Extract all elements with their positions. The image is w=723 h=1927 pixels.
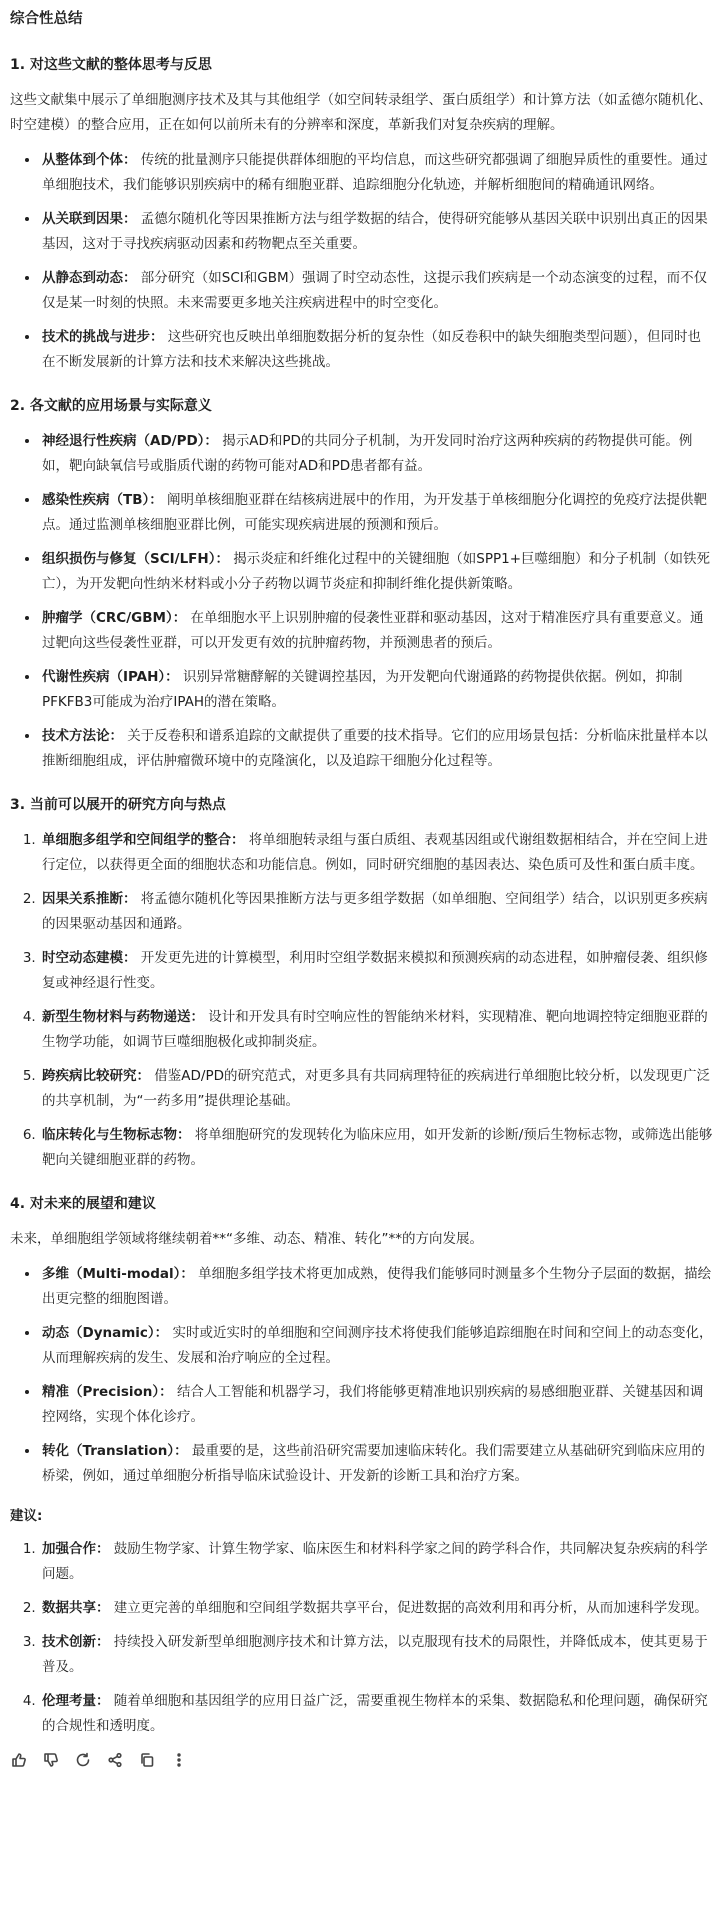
suggestions-list — [10, 1537, 713, 1739]
item-lead: 从整体到个体： — [42, 152, 137, 168]
item-lead: 伦理考量： — [42, 1693, 110, 1709]
list-item — [40, 1537, 713, 1587]
item-lead: 肿瘤学（CRC/GBM）： — [42, 610, 187, 626]
item-lead: 从关联到因果： — [42, 211, 137, 227]
item-lead: 加强合作： — [42, 1541, 110, 1557]
item-lead: 从静态到动态： — [42, 270, 137, 286]
item-text: 传统的批量测序只能提供群体细胞的平均信息，而这些研究都强调了细胞异质性的重要性。通过单细胞技术，我们能够识别疾病中的稀有细胞亚群、追踪细胞分化轨迹，并解析细胞间的精确通讯网络。 — [42, 152, 708, 193]
section-2-heading: 2. 各文献的应用场景与实际意义 — [10, 398, 212, 414]
item-lead: 技术的挑战与进步： — [42, 329, 164, 345]
item-lead: 神经退行性疾病（AD/PD）： — [42, 433, 218, 449]
section-1-heading: 1. 对这些文献的整体思考与反思 — [10, 57, 212, 73]
section-4-intro: 未来，单细胞组学领域将继续朝着**“多维、动态、精准、转化”**的方向发展。 — [10, 1231, 483, 1247]
item-text: 揭示AD和PD的共同分子机制，为开发同时治疗这两种疾病的药物提供可能。例如，靶向缺氧信号或脂质代谢的药物可能对AD和PD患者都有益。 — [42, 433, 693, 474]
item-lead: 精准（Precision）： — [42, 1384, 173, 1400]
section-1-list — [10, 148, 713, 375]
thumbs-down-icon[interactable] — [42, 1751, 60, 1769]
list-item — [40, 1123, 713, 1173]
section-1-intro: 这些文献集中展示了单细胞测序技术及其与其他组学（如空间转录组学、蛋白质组学）和计算方法（如孟德尔随机化、时空建模）的整合应用，正在如何以前所未有的分辨率和深度，革新我们对复杂疾病的理解。 — [10, 92, 712, 133]
item-text: 设计和开发具有时空响应性的智能纳米材料，实现精准、靶向地调控特定细胞亚群的生物学功能，如调节巨噬细胞极化或抑制炎症。 — [42, 1009, 708, 1050]
list-item — [40, 606, 713, 656]
list-item — [40, 1262, 713, 1312]
item-text: 持续投入研发新型单细胞测序技术和计算方法，以克服现有技术的局限性，并降低成本，使其更易于普及。 — [42, 1634, 708, 1675]
item-lead: 数据共享： — [42, 1600, 110, 1616]
item-lead: 动态（Dynamic）： — [42, 1325, 169, 1341]
item-text: 开发更先进的计算模型，利用时空组学数据来模拟和预测疾病的动态进程，如肿瘤侵袭、组织修复或神经退行性变。 — [42, 950, 708, 991]
section-3-heading: 3. 当前可以展开的研究方向与热点 — [10, 797, 226, 813]
suggestions-label: 建议: — [10, 1508, 43, 1524]
list-item — [40, 148, 713, 198]
item-text: 识别异常糖酵解的关键调控基因，为开发靶向代谢通路的药物提供依据。例如，抑制PFKFB3可能成为治疗IPAH的潜在策略。 — [42, 669, 683, 710]
list-item — [40, 724, 713, 774]
list-item — [40, 665, 713, 715]
item-text: 将单细胞转录组与蛋白质组、表观基因组或代谢组数据相结合，并在空间上进行定位，以获得更全面的细胞状态和功能信息。例如，同时研究细胞的基因表达、染色质可及性和蛋白质丰度。 — [42, 832, 708, 873]
list-item — [40, 887, 713, 937]
list-item — [40, 325, 713, 375]
list-item — [40, 1439, 713, 1489]
list-item — [40, 1596, 713, 1621]
item-text: 关于反卷积和谱系追踪的文献提供了重要的技术指导。它们的应用场景包括：分析临床批量样本以推断细胞组成，评估肿瘤微环境中的克隆演化，以及追踪干细胞分化过程等。 — [42, 728, 708, 769]
item-lead: 时空动态建模： — [42, 950, 137, 966]
more-icon[interactable] — [170, 1751, 188, 1769]
page-title: 综合性总结 — [10, 11, 83, 27]
list-item — [40, 1689, 713, 1739]
list-item — [40, 429, 713, 479]
item-lead: 组织损伤与修复（SCI/LFH）： — [42, 551, 229, 567]
section-3-list — [10, 828, 713, 1173]
response-toolbar — [10, 1749, 713, 1771]
share-icon[interactable] — [106, 1751, 124, 1769]
list-item — [40, 1005, 713, 1055]
list-item — [40, 1064, 713, 1114]
item-lead: 技术方法论： — [42, 728, 123, 744]
thumbs-up-icon[interactable] — [10, 1751, 28, 1769]
item-text: 最重要的是，这些前沿研究需要加速临床转化。我们需要建立从基础研究到临床应用的桥梁，例如，通过单细胞分析指导临床试验设计、开发新的诊断工具和治疗方案。 — [42, 1443, 705, 1484]
item-text: 随着单细胞和基因组学的应用日益广泛，需要重视生物样本的采集、数据隐私和伦理问题，确保研究的合规性和透明度。 — [42, 1693, 708, 1734]
item-text: 孟德尔随机化等因果推断方法与组学数据的结合，使得研究能够从基因关联中识别出真正的因果基因，这对于寻找疾病驱动因素和药物靶点至关重要。 — [42, 211, 708, 252]
item-text: 这些研究也反映出单细胞数据分析的复杂性（如反卷积中的缺失细胞类型问题），但同时也在不断发展新的计算方法和技术来解决这些挑战。 — [42, 329, 702, 370]
item-lead: 单细胞多组学和空间组学的整合： — [42, 832, 245, 848]
section-4-heading: 4. 对未来的展望和建议 — [10, 1196, 156, 1212]
list-item — [40, 547, 713, 597]
list-item — [40, 488, 713, 538]
regenerate-icon[interactable] — [74, 1751, 92, 1769]
item-text: 建立更完善的单细胞和空间组学数据共享平台，促进数据的高效利用和再分析，从而加速科学发现。 — [113, 1600, 708, 1616]
list-item — [40, 266, 713, 316]
item-text: 将孟德尔随机化等因果推断方法与更多组学数据（如单细胞、空间组学）结合，以识别更多疾病的因果驱动基因和通路。 — [42, 891, 708, 932]
list-item — [40, 1321, 713, 1371]
section-2-list — [10, 429, 713, 774]
list-item — [40, 946, 713, 996]
item-lead: 新型生物材料与药物递送： — [42, 1009, 204, 1025]
list-item — [40, 207, 713, 257]
item-text: 部分研究（如SCI和GBM）强调了时空动态性，这提示我们疾病是一个动态演变的过程，而不仅仅是某一时刻的快照。未来需要更多地关注疾病进程中的时空变化。 — [42, 270, 708, 311]
item-text: 单细胞多组学技术将更加成熟，使得我们能够同时测量多个生物分子层面的数据，描绘出更完整的细胞图谱。 — [42, 1266, 712, 1307]
list-item — [40, 828, 713, 878]
item-lead: 多维（Multi-modal）： — [42, 1266, 194, 1282]
item-text: 阐明单核细胞亚群在结核病进展中的作用，为开发基于单核细胞分化调控的免疫疗法提供靶点。通过监测单核细胞亚群比例，可能实现疾病进展的预测和预后。 — [42, 492, 708, 533]
section-4-list — [10, 1262, 713, 1489]
item-lead: 感染性疾病（TB）： — [42, 492, 163, 508]
item-lead: 转化（Translation）： — [42, 1443, 188, 1459]
item-text: 结合人工智能和机器学习，我们将能够更精准地识别疾病的易感细胞亚群、关键基因和调控网络，实现个体化诊疗。 — [42, 1384, 704, 1425]
item-text: 在单细胞水平上识别肿瘤的侵袭性亚群和驱动基因，这对于精准医疗具有重要意义。通过靶向这些侵袭性亚群，可以开发更有效的抗肿瘤药物，并预测患者的预后。 — [42, 610, 704, 651]
item-lead: 因果关系推断： — [42, 891, 137, 907]
item-text: 揭示炎症和纤维化过程中的关键细胞（如SPP1+巨噬细胞）和分子机制（如铁死亡），为开发靶向性纳米材料或小分子药物以调节炎症和抑制纤维化提供新策略。 — [42, 551, 711, 592]
copy-icon[interactable] — [138, 1751, 156, 1769]
item-lead: 临床转化与生物标志物： — [42, 1127, 191, 1143]
item-text: 将单细胞研究的发现转化为临床应用，如开发新的诊断/预后生物标志物，或筛选出能够靶向关键细胞亚群的药物。 — [42, 1127, 713, 1168]
list-item — [40, 1380, 713, 1430]
item-lead: 跨疾病比较研究： — [42, 1068, 150, 1084]
list-item — [40, 1630, 713, 1680]
item-text: 鼓励生物学家、计算生物学家、临床医生和材料科学家之间的跨学科合作，共同解决复杂疾病的科学问题。 — [42, 1541, 708, 1582]
item-text: 借鉴AD/PD的研究范式，对更多具有共同病理特征的疾病进行单细胞比较分析，以发现更广泛的共享机制，为“一药多用”提供理论基础。 — [42, 1068, 711, 1109]
item-lead: 代谢性疾病（IPAH）： — [42, 669, 179, 685]
item-text: 实时或近实时的单细胞和空间测序技术将使我们能够追踪细胞在时间和空间上的动态变化，从而理解疾病的发生、发展和治疗响应的全过程。 — [42, 1325, 713, 1366]
item-lead: 技术创新： — [42, 1634, 110, 1650]
